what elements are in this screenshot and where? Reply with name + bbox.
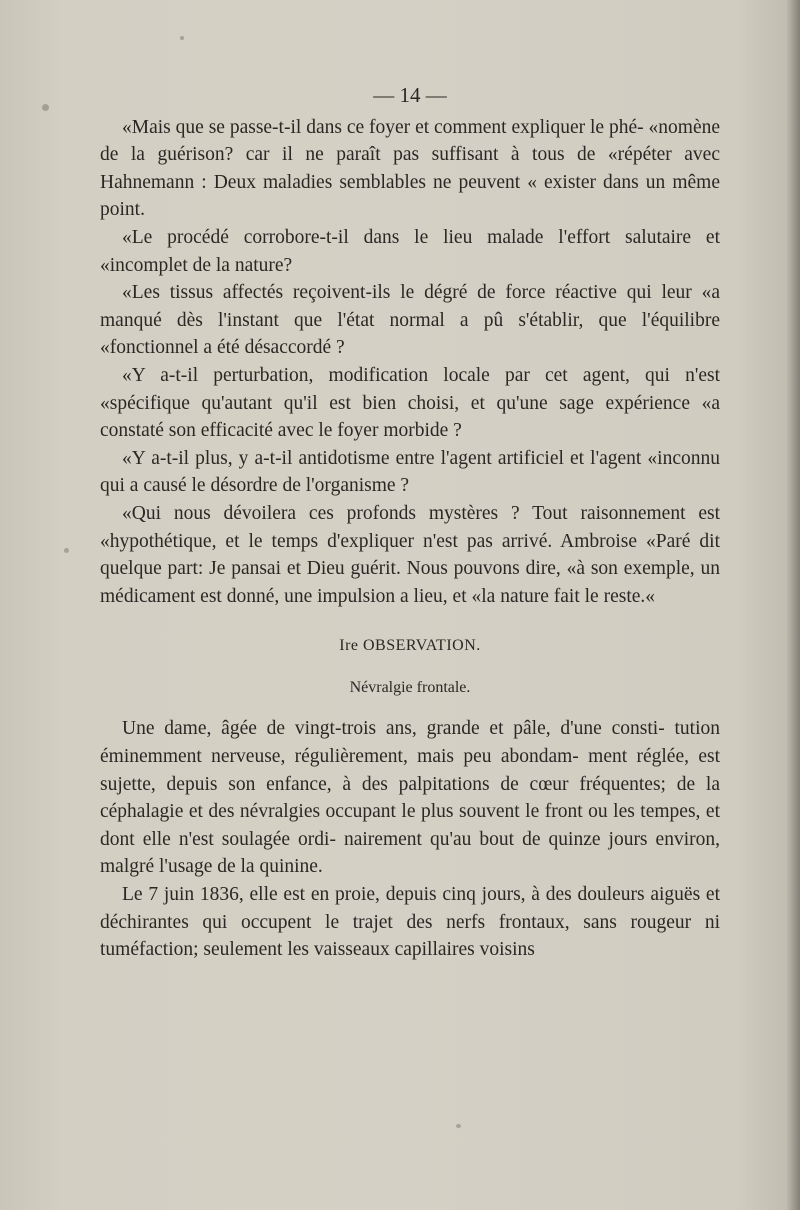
ink-speck	[64, 548, 69, 553]
observation-heading: Ire OBSERVATION.	[339, 637, 481, 655]
quote-paragraph-1: «Mais que se passe-t-il dans ce foyer et comment expliquer le phé- «nomène de la guérison? car il ne paraît pas suffisant à tous de «répéter avec Hahnemann : Deux maladies semblables ne peuvent « exister dans un même point.	[100, 116, 720, 221]
observation-title: Névralgie frontale.	[349, 678, 471, 696]
quote-paragraph-5: «Y a-t-il plus, y a-t-il antidotisme entre l'agent artificiel et l'agent «inconnu qui a causé le désordre de l'organisme ?	[100, 447, 720, 497]
quote-paragraph-6: «Qui nous dévoilera ces profonds mystères ? Tout raisonnement est «hypothétique, et le temps d'expliquer n'est pas arrivé. Ambroise «Paré dit quelque part: Je pansai et Dieu guérit. Nous pouvons dire, «à son exemple, un médicament est donné, une impulsion a lieu, et «la nature fait le reste.«	[100, 502, 720, 607]
page-edge-shadow	[786, 0, 800, 1210]
ink-speck	[42, 104, 49, 111]
quote-paragraph-3: «Les tissus affectés reçoivent-ils le dégré de force réactive qui leur «a manqué dès l'instant que l'état normal a pû s'établir, que l'équilibre «fonctionnel a été désaccordé ?	[100, 282, 720, 359]
body-paragraph-1: Une dame, âgée de vingt-trois ans, grande et pâle, d'une consti- tution éminemment nerveuse, régulièrement, mais peu abondam- ment réglée, est sujette, depuis son enfance, à des palpitations de cœur fréquentes; de la céphalagie et des névralgies occupant le plus souvent le front ou les tempes, et dont elle n'est soulagée ordi- nairement qu'au bout de quinze jours environ, malgré l'usage de la quinine.	[100, 718, 720, 878]
page-text	[100, 82, 720, 964]
ink-speck	[180, 36, 184, 40]
page-number: — 14 —	[373, 83, 447, 107]
quote-paragraph-2: «Le procédé corrobore-t-il dans le lieu malade l'effort salutaire et «incomplet de la nature?	[100, 226, 720, 276]
ink-speck	[456, 1124, 461, 1128]
body-paragraph-2: Le 7 juin 1836, elle est en proie, depuis cinq jours, à des douleurs aiguës et déchirantes qui occupent le trajet des nerfs frontaux, sans rougeur ni tuméfaction; seulement les vaisseaux capillaires voisins	[100, 884, 720, 961]
quote-paragraph-4: «Y a-t-il perturbation, modification locale par cet agent, qui n'est «spécifique qu'autant qu'il est bien choisi, et qu'une sage expérience «a constaté son efficacité avec le foyer morbide ?	[100, 364, 720, 442]
